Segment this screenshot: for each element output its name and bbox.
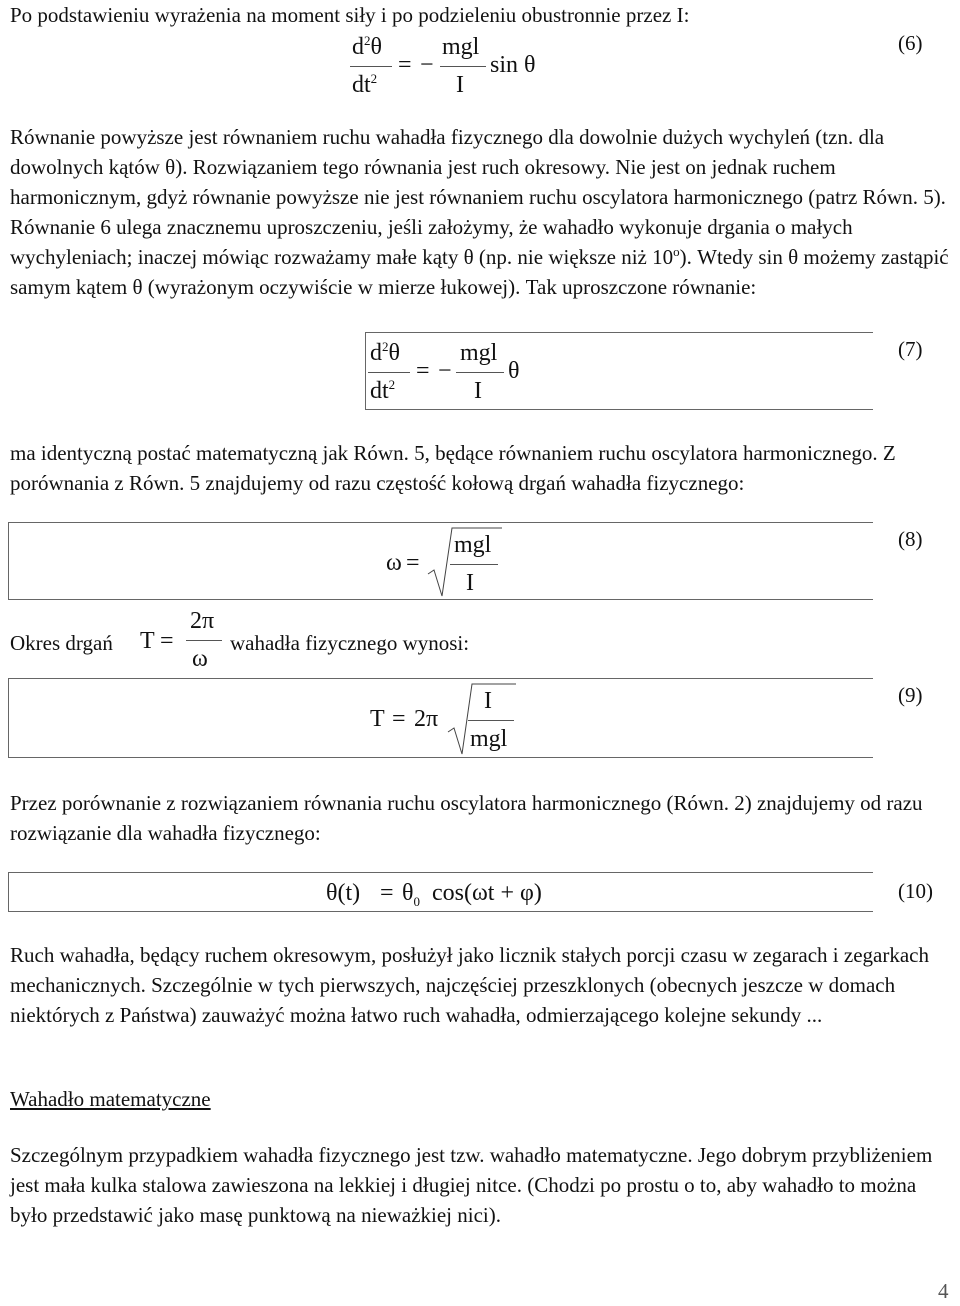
period-prefix: Okres drgań (10, 631, 113, 655)
eq7-minus: − (438, 358, 452, 384)
intro-paragraph: Po podstawieniu wyrażenia na moment siły i po podzieleniu obustronnie przez I: (10, 3, 690, 27)
paragraph-3: ma identyczną postać matematyczną jak Równ. 5, będące równaniem ruchu oscylatora harmonicznego. Z porównania z Równ. 5 znajdujemy od razu częstość kołową drgań wahadła fizycznego: (10, 441, 896, 495)
period-suffix: wahadła fizycznego wynosi: (230, 631, 470, 655)
eq9-lhs: T (370, 706, 385, 732)
eq7-rhs: θ (508, 358, 520, 384)
period-lhs: T (140, 628, 155, 654)
eq7-equals: = (416, 358, 430, 384)
eq8-num: mgl (454, 532, 492, 558)
eq6-frac-num: mgl (442, 34, 480, 60)
eq10-theta0: $\theta_0$ (402, 880, 420, 909)
eq7-frac-num: mgl (460, 340, 498, 366)
eq7-frac-den: I (474, 378, 482, 404)
equation-6 (0, 28, 960, 103)
paragraph-5: Ruch wahadła, będący ruchem okresowym, posłużył jako licznik stałych porcji czasu w zegarach i zegarkach mechanicznych. Szczególnie w tych pierwszych, najczęściej przeszklonych (obecnych jeszcze w domach niektórych z Państwa) zauważyć można łatwo ruch wahadła, odmierzającego kolejne sekundy ... (10, 943, 929, 1027)
eq8-den: I (466, 570, 474, 596)
eq9-label: (9) (898, 683, 923, 707)
eq6-label: (6) (898, 31, 923, 55)
period-den: ω (192, 646, 208, 672)
eq9-num: I (484, 688, 492, 714)
eq8-label: (8) (898, 527, 923, 551)
eq10-equals: = (380, 880, 394, 906)
eq9-den: mgl (470, 726, 508, 752)
period-equals: = (160, 628, 174, 654)
eq6-frac-den: I (456, 72, 464, 98)
equation-8 (0, 522, 960, 602)
eq8-equals: = (406, 550, 420, 576)
paragraph-6: Szczególnym przypadkiem wahadła fizycznego jest tzw. wahadło matematyczne. Jego dobrym przybliżeniem jest mała kulka stalowa zawieszona na lekkiej i długiej nitce. (Chodzi po prostu o to, aby wahadło to można było przedstawić jako masę punktową na nieważkiej nici). (10, 1143, 933, 1227)
paragraph-4: Przez porównanie z rozwiązaniem równania ruchu oscylatora harmonicznego (Równ. 2) znajdujemy od razu rozwiązanie dla wahadła fizycznego: (10, 791, 923, 845)
eq6-denominator: $dt^2$ (352, 71, 378, 98)
eq7-numerator: $d^2\theta$ (370, 339, 400, 366)
eq6-minus: − (420, 52, 434, 78)
eq6-numerator: $d^2\theta$ (352, 33, 382, 60)
eq9-equals: = (392, 706, 406, 732)
paragraph-2: Równanie powyższe jest równaniem ruchu wahadła fizycznego dla dowolnie dużych wychyleń (tzn. dla dowolnych kątów θ). Rozwiązaniem tego równania jest ruch okresowy. Nie jest on jednak ruchem harmonicznym, gdyż równanie powyższe nie jest równaniem ruchu oscylatora harmonicznego (patrz Równ. 5). Równanie 6 ulega znacznemu uproszczeniu, jeśli założymy, że wahadło wykonuje drgania o małych wychyleniach; inaczej mówiąc rozważamy małe kąty θ (np. nie większe niż 10$^o$). Wtedy sin θ możemy zastąpić samym kątem θ (wyrażonym oczywiście w mierze łukowej). Tak uproszczone równanie: (10, 125, 949, 299)
equation-7 (0, 332, 960, 412)
eq10-lhs: θ(t) (326, 880, 361, 906)
eq6-equals: = (398, 52, 412, 78)
eq8-lhs: ω (386, 550, 402, 576)
eq7-label: (7) (898, 337, 923, 361)
eq6-rhs: sin θ (490, 52, 536, 78)
eq10-rhs: cos(ωt + φ) (432, 880, 542, 906)
equation-10 (0, 872, 960, 914)
equation-9 (0, 678, 960, 760)
period-num: 2π (190, 608, 215, 634)
eq9-coef: 2π (414, 706, 439, 732)
eq10-label: (10) (898, 879, 933, 903)
eq7-denominator: $dt^2$ (370, 377, 396, 404)
section-heading: Wahadło matematyczne (10, 1087, 211, 1111)
period-line (0, 604, 960, 676)
page-number: 4 (938, 1279, 949, 1303)
